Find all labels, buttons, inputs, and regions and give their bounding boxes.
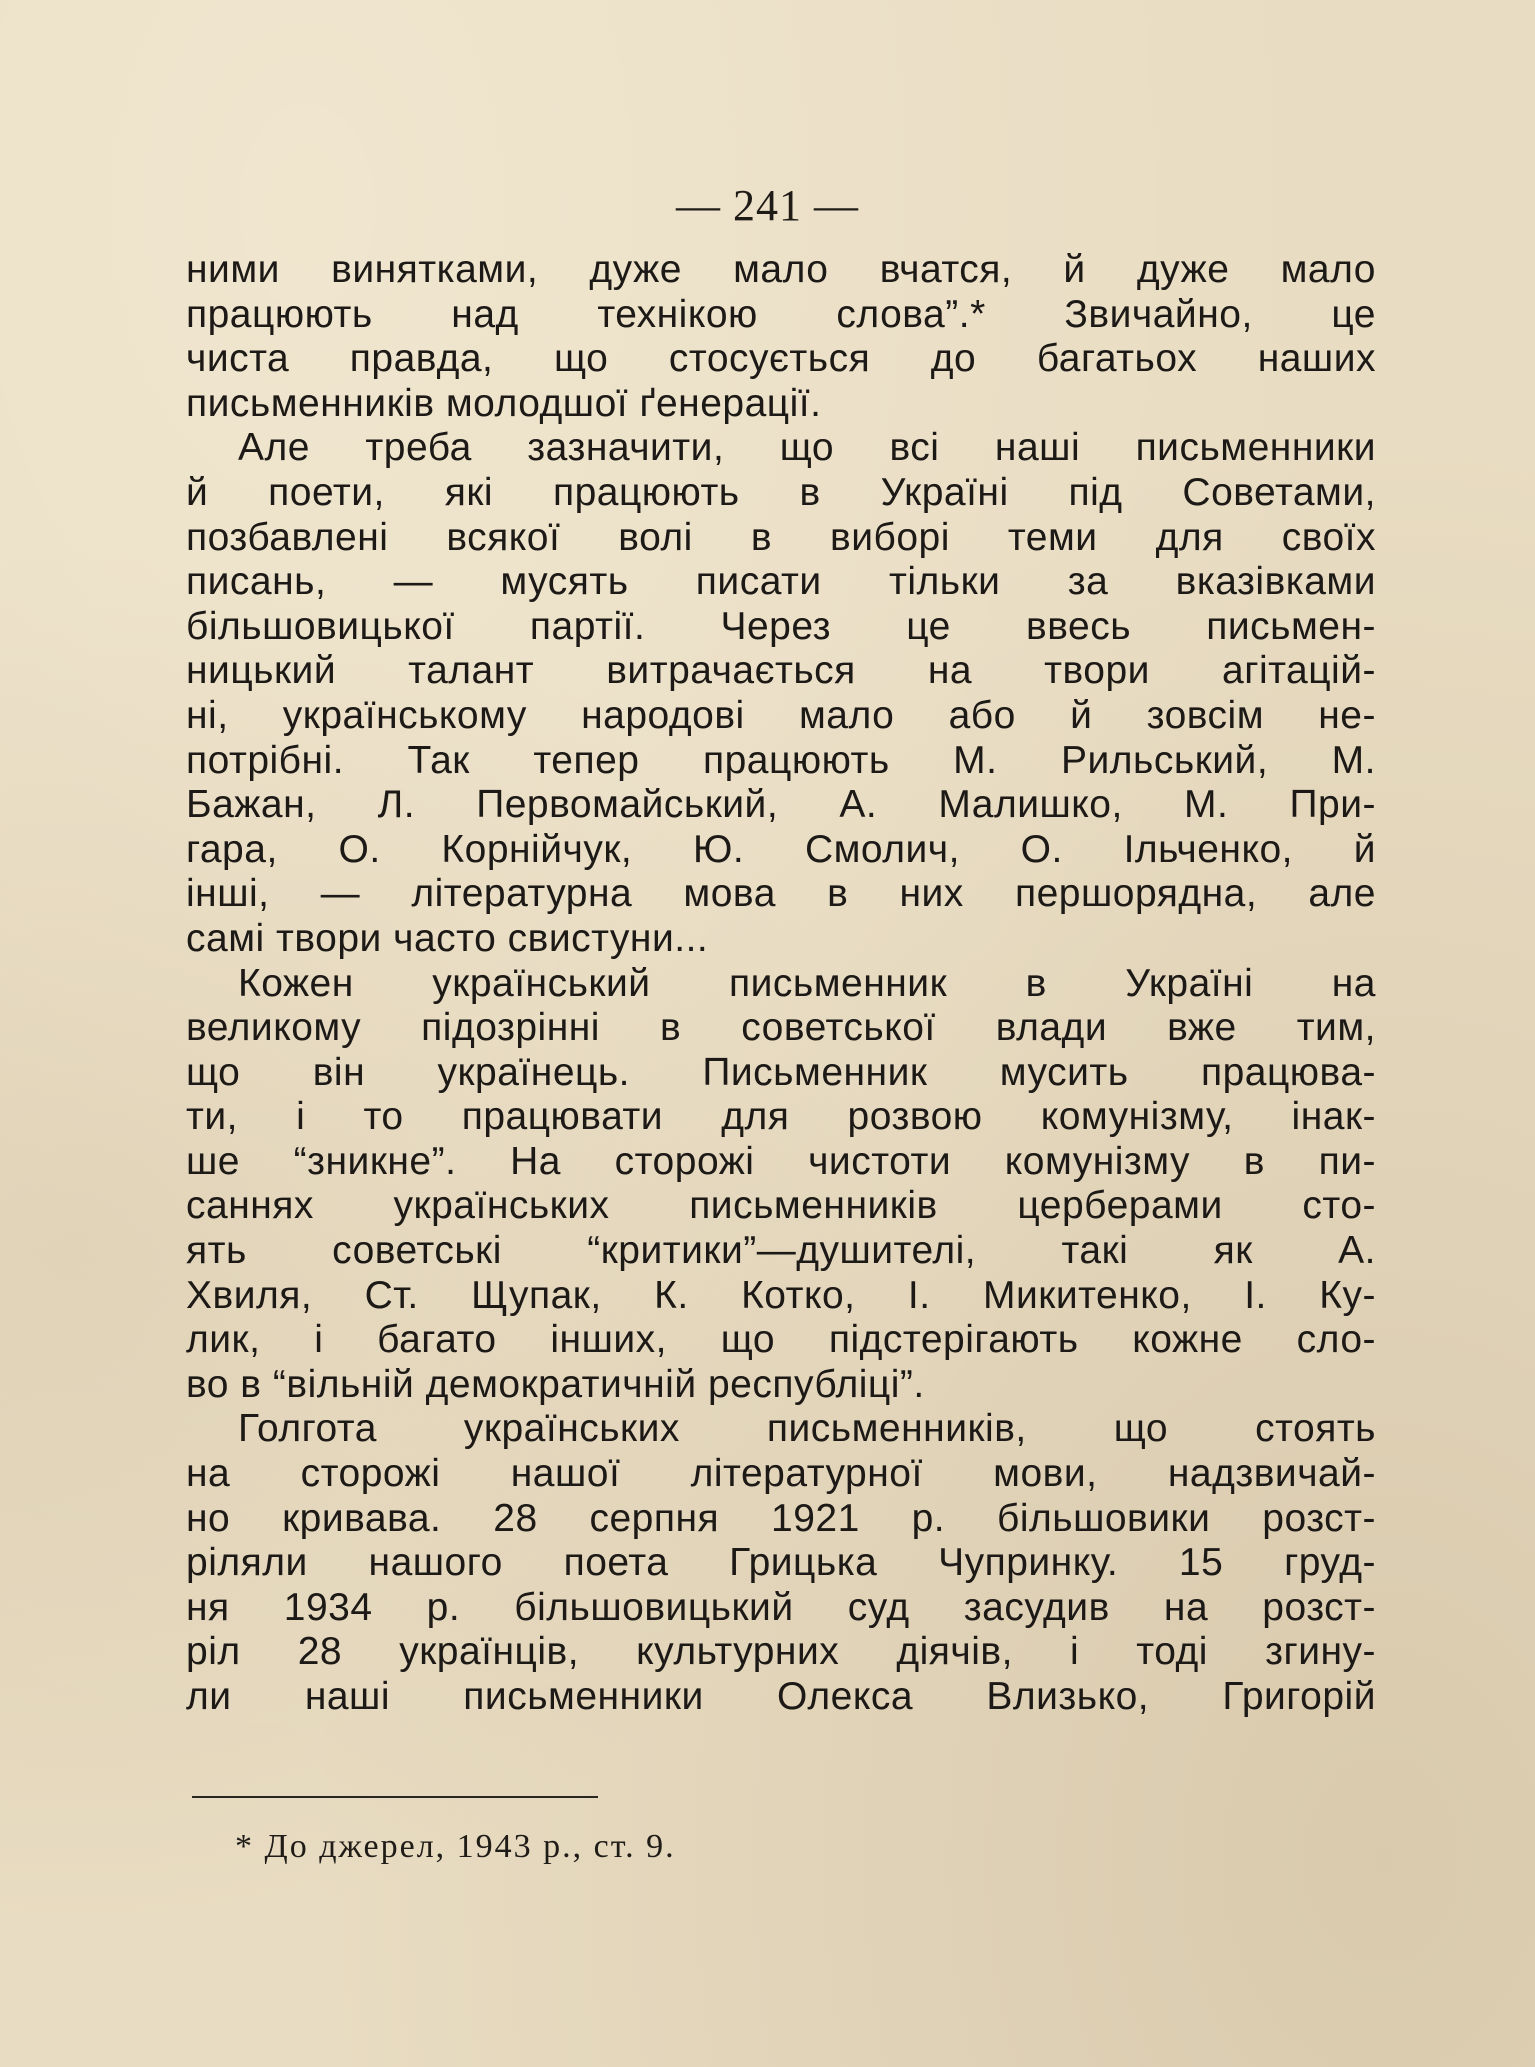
text-line: великому підозрінні в советської влади вже тим, — [186, 1006, 1376, 1050]
body-text — [186, 248, 1376, 1720]
text-line: ні, українському народові мало або й зовсім не- — [186, 693, 1376, 737]
text-line: ними винятками, дуже мало вчатся, й дуже мало — [186, 248, 1376, 291]
text-line: ня 1934 р. більшовицький суд засудив на розст- — [186, 1585, 1376, 1629]
text-line: ти, і то працювати для розвою комунізму, інак- — [186, 1095, 1376, 1139]
text-line: писань, — мусять писати тільки за вказівками — [186, 560, 1376, 604]
text-line: на сторожі нашої літературної мови, надзвичай- — [186, 1452, 1376, 1496]
page-number: — 241 — — [676, 181, 859, 230]
text-line: во в “вільній демократичній республіці”. — [186, 1362, 925, 1406]
text-line: ницький талант витрачається на твори агітацій- — [186, 649, 1376, 693]
text-line: ше “зникне”. На сторожі чистоти комунізму в пи- — [186, 1139, 1376, 1183]
text-line: позбавлені всякої волі в виборі теми для своїх — [186, 515, 1376, 559]
text-line: й поети, які працюють в Україні під Советами, — [186, 470, 1376, 514]
text-line: саннях українських письменників церберами сто- — [186, 1184, 1376, 1228]
text-line: но кривава. 28 серпня 1921 р. більшовики розст- — [186, 1496, 1376, 1540]
text-line: що він українець. Письменник мусить працюва- — [186, 1050, 1376, 1094]
text-line: Хвиля, Ст. Щупак, К. Котко, І. Микитенко, І. Ку- — [186, 1273, 1376, 1317]
text-line: лик, і багато інших, що підстерігають кожне сло- — [186, 1318, 1376, 1362]
text-line: ять советські “критики”—душителі, такі як А. — [186, 1229, 1376, 1273]
footnote: * До джерел, 1943 р., ст. 9. — [235, 1828, 676, 1865]
text-line: працюють над технікою слова”.* Звичайно, це — [186, 292, 1376, 336]
text-line: самі твори часто свистуни... — [186, 916, 709, 960]
text-line: письменників молодшої ґенерації. — [186, 381, 822, 425]
text-line: Бажан, Л. Первомайський, А. Малишко, М. При- — [186, 783, 1376, 827]
footnote-rule — [192, 1796, 598, 1798]
text-line: більшовицької партії. Через це ввесь письмен- — [186, 604, 1376, 648]
text-line: Голгота українських письменників, що стоять — [238, 1407, 1376, 1451]
text-line: Кожен український письменник в Україні на — [238, 961, 1376, 1005]
text-line: гара, О. Корнійчук, Ю. Смолич, О. Ільченко, й — [186, 827, 1376, 871]
text-line: потрібні. Так тепер працюють М. Рильський, М. — [186, 738, 1376, 782]
text-line: інші, — літературна мова в них першорядна, але — [186, 872, 1376, 916]
text-line: Але треба зазначити, що всі наші письменники — [238, 426, 1376, 470]
text-line: ріляли нашого поета Грицька Чупринку. 15 груд- — [186, 1541, 1376, 1585]
text-line: ріл 28 українців, культурних діячів, і тоді згину- — [186, 1630, 1376, 1674]
text-line: чиста правда, що стосується до багатьох наших — [186, 337, 1376, 381]
text-line: ли наші письменники Олекса Влизько, Григорій — [186, 1675, 1376, 1718]
